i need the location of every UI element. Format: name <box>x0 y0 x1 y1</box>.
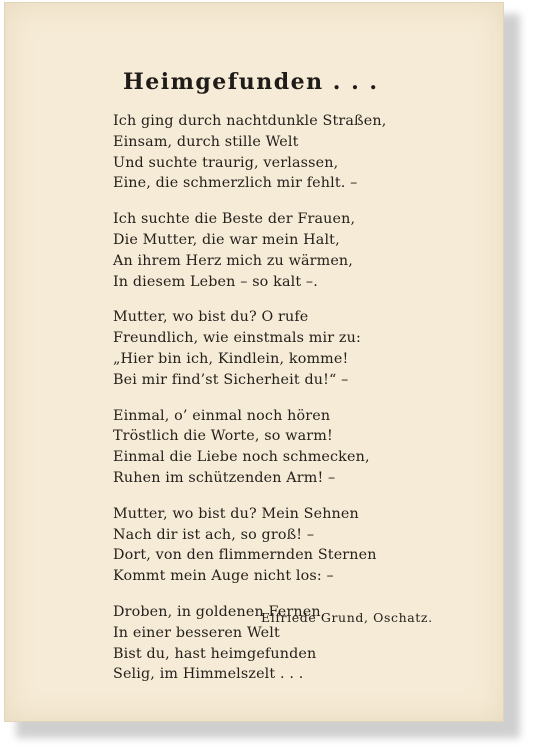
stanza-1 <box>113 111 443 194</box>
poem-line: Droben, in goldenen Fernen, <box>113 603 326 620</box>
stanza-2 <box>113 209 443 292</box>
poem-line: Bei mir find’st Sicherheit du!“ – <box>113 371 349 388</box>
poem-line: In einer besseren Welt <box>113 624 280 641</box>
poem-line: Einmal, o’ einmal noch hören <box>113 407 331 424</box>
poem-title: Heimgefunden . . . <box>123 69 379 95</box>
poem-line: Kommt mein Auge nicht los: – <box>113 568 334 585</box>
poem-line: An ihrem Herz mich zu wärmen, <box>113 252 353 269</box>
poem-line: In diesem Leben – so kalt –. <box>113 273 318 290</box>
poem-line: Ruhen im schützenden Arm! – <box>113 469 336 486</box>
poem-line: Ich suchte die Beste der Frauen, <box>113 211 356 228</box>
poem-line: Freundlich, wie einstmals mir zu: <box>113 330 361 347</box>
poem-line: Selig, im Himmelszelt . . . <box>113 666 304 683</box>
poem-line: Die Mutter, die war mein Halt, <box>113 231 340 248</box>
poem-line: Nach dir ist ach, so groß! – <box>113 526 315 543</box>
poem-line: Bist du, hast heimgefunden <box>113 645 317 662</box>
poem-line: Einmal die Liebe noch schmecken, <box>113 449 370 466</box>
poem-line: Und suchte traurig, verlassen, <box>113 154 339 171</box>
author-signature: Elfriede Grund, Oschatz. <box>261 610 433 625</box>
poem-line: Mutter, wo bist du? Mein Sehnen <box>113 505 359 522</box>
stanza-4 <box>113 406 443 489</box>
poem-line: „Hier bin ich, Kindlein, komme! <box>113 350 349 367</box>
poem-line: Ich ging durch nachtdunkle Straßen, <box>113 113 387 129</box>
poem-line: Mutter, wo bist du? O rufe <box>113 309 309 326</box>
stanza-5 <box>113 504 443 587</box>
poem-line: Dort, von den flimmernden Sternen <box>113 547 377 564</box>
poem-line: Eine, die schmerzlich mir fehlt. – <box>113 175 358 192</box>
poem-line: Tröstlich die Worte, so warm! <box>113 428 333 445</box>
poem-line: Einsam, durch stille Welt <box>113 133 299 150</box>
stanza-3 <box>113 307 443 390</box>
document-page <box>4 2 504 722</box>
